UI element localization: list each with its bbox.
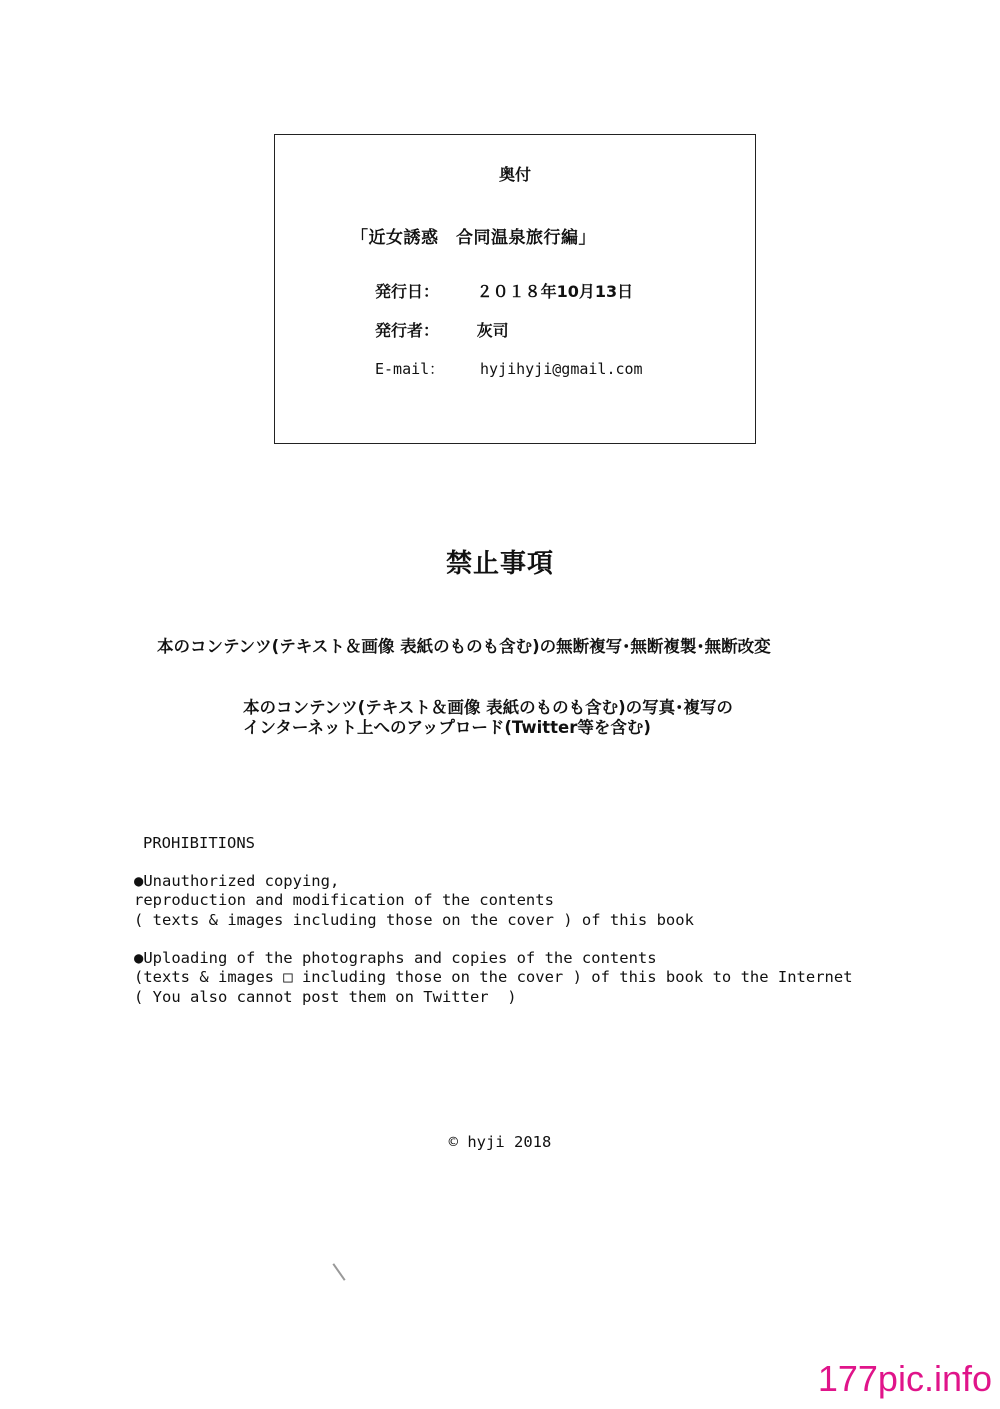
publish-date-value: ２０１８年10月13日: [476, 282, 634, 301]
book-title: 「近女誘惑 合同温泉旅行編」: [351, 228, 596, 248]
copyright: © hyji 2018: [448, 1133, 552, 1151]
en-prohibition-2: ●Uploading of the photographs and copies of the contents (texts & images □ including those on the cover ) of this book to the Internet ( You also cannot post them on Twitter ): [134, 949, 853, 1006]
en-prohibitions-heading: PROHIBITIONS: [143, 834, 255, 852]
publisher-label: 発行者：: [375, 321, 440, 340]
jp-prohibition-2a: 本のコンテンツ(テキスト＆画像 表紙のものも含む)の写真･複写の: [243, 698, 733, 717]
colophon-box: [274, 134, 756, 444]
stray-pen-mark: [332, 1263, 345, 1281]
publish-date-label: 発行日：: [375, 282, 440, 301]
email-label: E-mail：: [375, 360, 445, 378]
email-value: hyjihyji@gmail.com: [480, 360, 643, 378]
publish-date-row: [375, 279, 633, 302]
site-watermark: 177pic.info: [817, 1358, 992, 1399]
colophon-title: 奥付: [498, 165, 531, 184]
en-prohibition-1: ●Unauthorized copying, reproduction and modification of the contents ( texts & images including those on the cover ) of this book: [134, 872, 694, 929]
jp-prohibition-1: 本のコンテンツ(テキスト＆画像 表紙のものも含む)の無断複写･無断複製･無断改変: [157, 637, 771, 656]
email-row: [375, 358, 643, 379]
jp-prohibition-2b: インターネット上へのアップロード(Twitter等を含む): [243, 718, 651, 737]
prohibitions-heading: 禁止事項: [445, 549, 554, 579]
publisher-value: 灰司: [476, 321, 509, 340]
publisher-row: [375, 318, 509, 341]
